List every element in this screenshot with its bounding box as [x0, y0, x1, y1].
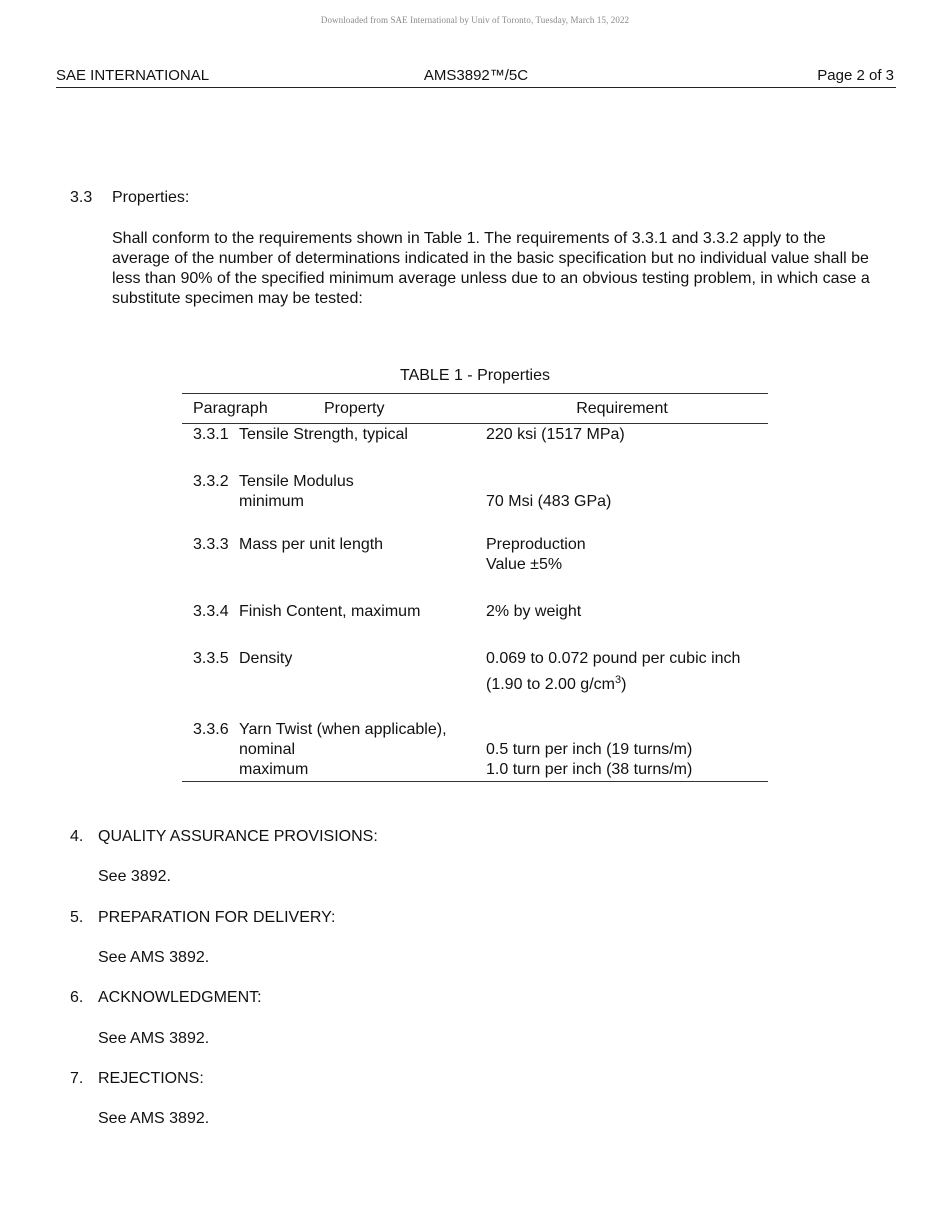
section-3-3-number: 3.3	[70, 189, 93, 206]
table-header-paragraph: Paragraph	[193, 400, 268, 417]
row-3-3-2-sub-property: minimum	[239, 493, 304, 510]
row-3-3-6-sub-property-maximum: maximum	[239, 761, 309, 778]
table-header-rule	[182, 423, 768, 424]
row-3-3-1-requirement: 220 ksi (1517 MPa)	[486, 426, 625, 443]
row-3-3-5-paragraph: 3.3.5	[193, 650, 229, 667]
row-3-3-6-requirement-nominal: 0.5 turn per inch (19 turns/m)	[486, 741, 693, 758]
page-header	[56, 66, 896, 88]
table-header-requirement: Requirement	[576, 400, 668, 417]
row-3-3-6-requirement-maximum: 1.0 turn per inch (38 turns/m)	[486, 761, 693, 778]
row-3-3-2-paragraph: 3.3.2	[193, 473, 229, 490]
section-5-number: 5.	[70, 909, 84, 926]
section-7-title: REJECTIONS:	[98, 1070, 204, 1087]
table-header-property: Property	[324, 400, 385, 417]
section-3-3-title: Properties:	[112, 189, 190, 206]
header-page-number: Page 2 of 3	[817, 67, 894, 84]
row-3-3-4-requirement: 2% by weight	[486, 603, 582, 620]
row-3-3-1-paragraph: 3.3.1	[193, 426, 229, 443]
row-3-3-4-property: Finish Content, maximum	[239, 603, 421, 620]
table-title: TABLE 1 - Properties	[400, 367, 550, 384]
section-7-body: See AMS 3892.	[98, 1110, 210, 1127]
section-3-3-paragraph: Shall conform to the requirements shown in Table 1. The requirements of 3.3.1 and 3.3.2 apply to the average of the number of determinations indicated in the basic specification but no individual value shall be less than 90% of the specified minimum average unless due to an obvious testing problem, in which case a substitute specimen may be tested:	[112, 230, 870, 307]
section-6-number: 6.	[70, 989, 84, 1006]
section-7-number: 7.	[70, 1070, 84, 1087]
section-4-body: See 3892.	[98, 868, 171, 885]
row-3-3-2-property: Tensile Modulus	[239, 473, 354, 490]
section-6-title: ACKNOWLEDGMENT:	[98, 989, 262, 1006]
row-3-3-5-requirement-line1: 0.069 to 0.072 pound per cubic inch	[486, 650, 741, 667]
row-3-3-3-paragraph: 3.3.3	[193, 536, 229, 553]
row-3-3-5-requirement-line2	[486, 674, 626, 694]
density-close-paren: )	[621, 676, 627, 693]
density-superscript: 3	[614, 674, 622, 686]
row-3-3-1-property: Tensile Strength, typical	[239, 426, 408, 443]
section-4-number: 4.	[70, 828, 84, 845]
section-5-title: PREPARATION FOR DELIVERY:	[98, 909, 336, 926]
row-3-3-6-property: Yarn Twist (when applicable),	[239, 721, 447, 738]
row-3-3-5-property: Density	[239, 650, 293, 667]
table-bottom-rule	[182, 781, 768, 782]
download-watermark: Downloaded from SAE International by Univ of Toronto, Tuesday, March 15, 2022	[320, 15, 630, 25]
header-org: SAE INTERNATIONAL	[56, 67, 210, 84]
section-5-body: See AMS 3892.	[98, 949, 210, 966]
row-3-3-2-requirement: 70 Msi (483 GPa)	[486, 493, 612, 510]
table-top-rule	[182, 393, 768, 394]
section-6-body: See AMS 3892.	[98, 1030, 210, 1047]
row-3-3-4-paragraph: 3.3.4	[193, 603, 229, 620]
density-gcm-text: (1.90 to 2.00 g/cm	[486, 676, 615, 693]
row-3-3-6-sub-property-nominal: nominal	[239, 741, 296, 758]
row-3-3-3-requirement-line1: Preproduction	[486, 536, 586, 553]
section-4-title: QUALITY ASSURANCE PROVISIONS:	[98, 828, 378, 845]
row-3-3-3-requirement-line2: Value ±5%	[486, 556, 563, 573]
row-3-3-6-paragraph: 3.3.6	[193, 721, 229, 738]
header-doc-id: AMS3892™/5C	[423, 67, 529, 84]
row-3-3-3-property: Mass per unit length	[239, 536, 384, 553]
